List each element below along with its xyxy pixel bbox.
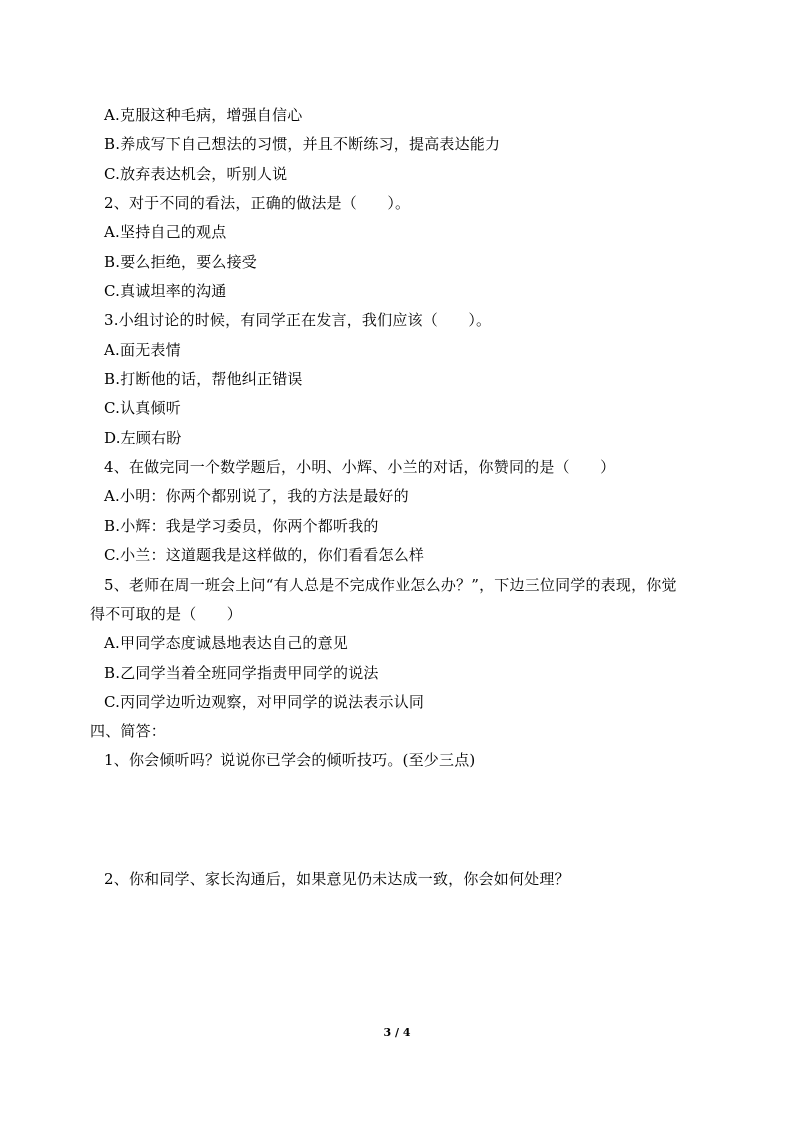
q3-option-d: D.左顾右盼 [104,429,182,447]
q2-option-c: C.真诚坦率的沟通 [104,282,227,300]
q4-option-c: C.小兰：这道题我是这样做的，你们看看怎么样 [104,546,425,564]
q1-option-b: B.养成写下自己想法的习惯，并且不断练习，提高表达能力 [104,135,501,153]
q5-option-a: A.甲同学态度诚恳地表达自己的意见 [104,634,349,652]
q3-text: 3.小组讨论的时候，有同学正在发言，我们应该（ ）。 [104,311,492,329]
q1-option-a: A.克服这种毛病，增强自信心 [104,106,303,124]
section-heading: 四、简答： [90,722,167,740]
q5-text-line2: 得不可取的是（ ） [90,605,243,623]
q2-option-a: A.坚持自己的观点 [104,223,227,241]
q1-option-c: C.放弃表达机会，听别人说 [104,165,288,183]
q3-option-b: B.打断他的话，帮他纠正错误 [104,370,303,388]
q3-option-c: C.认真倾听 [104,399,181,417]
page-number: 3 / 4 [383,1026,411,1039]
q4-option-a: A.小明：你两个都别说了，我的方法是最好的 [104,487,409,505]
q4-option-b: B.小辉：我是学习委员，你两个都听我的 [104,517,379,535]
short-answer-q1: 1、你会倾听吗？说说你已学会的倾听技巧。(至少三点) [104,751,476,769]
q5-text-line1: 5、老师在周一班会上问“有人总是不完成作业怎么办？”，下边三位同学的表现，你觉 [104,576,677,594]
q2-option-b: B.要么拒绝，要么接受 [104,253,257,271]
short-answer-q2: 2、你和同学、家长沟通后，如果意见仍未达成一致，你会如何处理？ [104,870,570,888]
q4-text: 4、在做完同一个数学题后，小明、小辉、小兰的对话，你赞同的是（ ） [104,458,616,476]
q5-option-c: C.丙同学边听边观察，对甲同学的说法表示认同 [104,693,425,711]
q2-text: 2、对于不同的看法，正确的做法是（ ）。 [104,194,411,212]
q5-option-b: B.乙同学当着全班同学指责甲同学的说法 [104,664,379,682]
q3-option-a: A.面无表情 [104,341,181,359]
